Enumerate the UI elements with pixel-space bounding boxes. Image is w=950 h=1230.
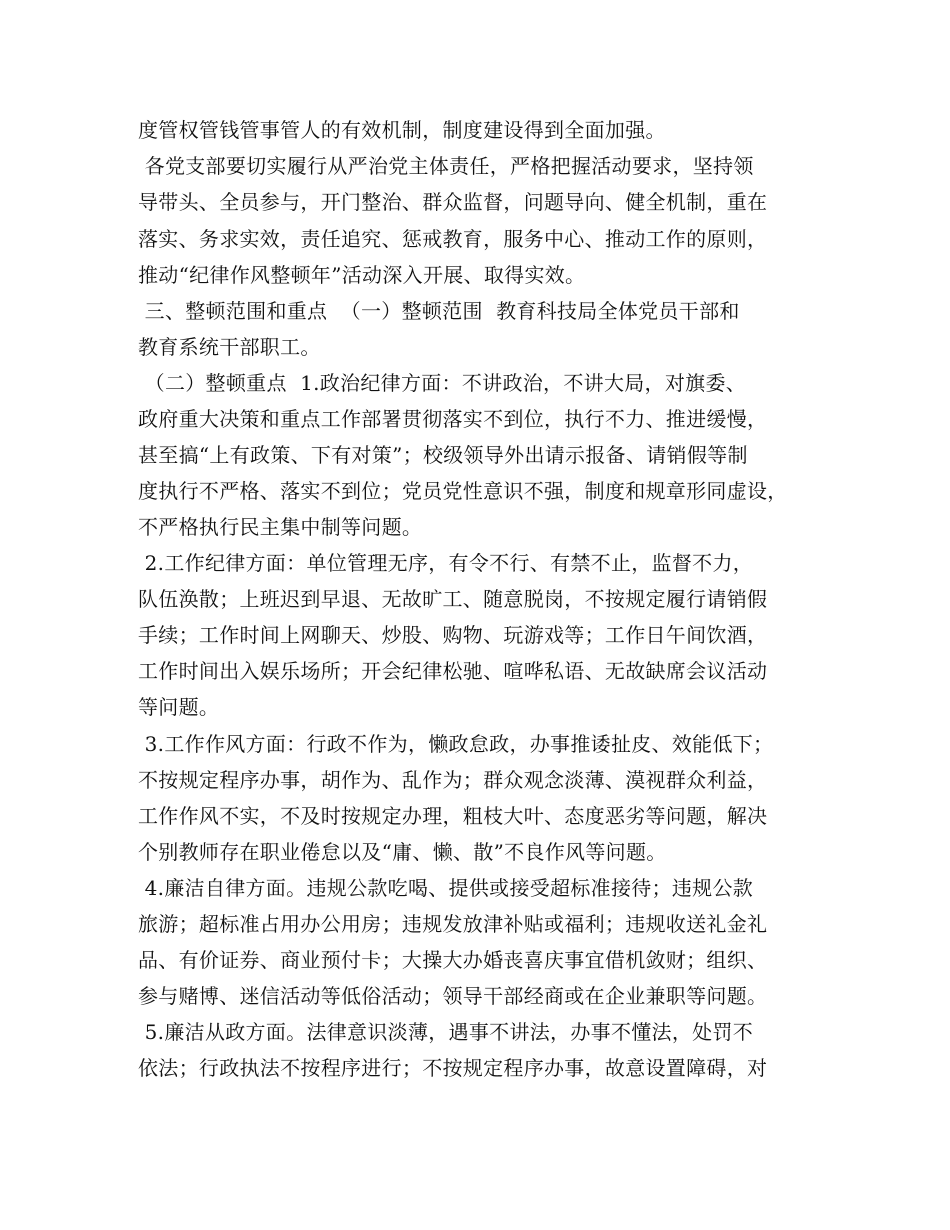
text-line: 品、有价证券、商业预付卡；大操大办婚丧喜庆事宜借机敛财；组织、 <box>138 948 768 972</box>
text-line: 各党支部要切实履行从严治党主体责任，严格把握活动要求，坚持领 <box>138 154 754 178</box>
text-line: 推动“纪律作风整顿年”活动深入开展、取得实效。 <box>138 263 586 287</box>
text-line: 教育系统干部职工。 <box>138 335 321 359</box>
text-line: 4.廉洁自律方面。违规公款吃喝、提供或接受超标准接待；违规公款 <box>138 876 754 900</box>
text-line: 参与赌博、迷信活动等低俗活动；领导干部经商或在企业兼职等问题。 <box>138 984 768 1008</box>
text-line: 5.廉洁从政方面。法律意识淡薄，遇事不讲法，办事不懂法，处罚不 <box>138 1020 754 1044</box>
text-line: 落实、务求实效，责任追究、惩戒教育，服务中心、推动工作的原则， <box>138 227 768 251</box>
text-line: 三、整顿范围和重点 （一）整顿范围 教育科技局全体党员干部和 <box>138 299 740 323</box>
text-line: 依法；行政执法不按程序进行；不按规定程序办事，故意设置障碍，对 <box>138 1056 768 1080</box>
text-line: 政府重大决策和重点工作部署贯彻落实不到位，执行不力、推进缓慢， <box>138 407 768 431</box>
text-line: 甚至搞“上有政策、下有对策”；校级领导外出请示报备、请销假等制 <box>138 443 748 467</box>
text-line: 旅游；超标准占用办公用房；违规发放津补贴或福利；违规收送礼金礼 <box>138 912 768 936</box>
text-line: 个别教师存在职业倦怠以及“庸、懒、散”不良作风等问题。 <box>138 840 667 864</box>
text-line: 导带头、全员参与，开门整治、群众监督，问题导向、健全机制，重在 <box>138 190 768 214</box>
text-line: 工作时间出入娱乐场所；开会纪律松驰、喧哗私语、无故缺席会议活动 <box>138 659 768 683</box>
text-line: 队伍涣散；上班迟到早退、无故旷工、随意脱岗，不按规定履行请销假 <box>138 587 768 611</box>
text-line: 度执行不严格、落实不到位；党员党性意识不强，制度和规章形同虚设， <box>138 479 788 503</box>
text-line: 等问题。 <box>138 695 220 719</box>
text-line: 工作作风不实，不及时按规定办理，粗枝大叶、态度恶劣等问题，解决 <box>138 804 768 828</box>
text-line: （二）整顿重点 1.政治纪律方面：不讲政治，不讲大局，对旗委、 <box>138 371 747 395</box>
text-line: 不按规定程序办事，胡作为、乱作为；群众观念淡薄、漠视群众利益， <box>138 768 768 792</box>
text-line: 3.工作作风方面：行政不作为，懒政怠政，办事推诿扯皮、效能低下； <box>138 732 774 756</box>
text-line: 2.工作纪律方面：单位管理无序，有令不行、有禁不止，监督不力， <box>138 551 754 575</box>
text-line: 手续；工作时间上网聊天、炒股、购物、玩游戏等；工作日午间饮酒， <box>138 623 768 647</box>
text-line: 度管权管钱管事管人的有效机制，制度建设得到全面加强。 <box>138 118 666 142</box>
text-line: 不严格执行民主集中制等问题。 <box>138 515 423 539</box>
